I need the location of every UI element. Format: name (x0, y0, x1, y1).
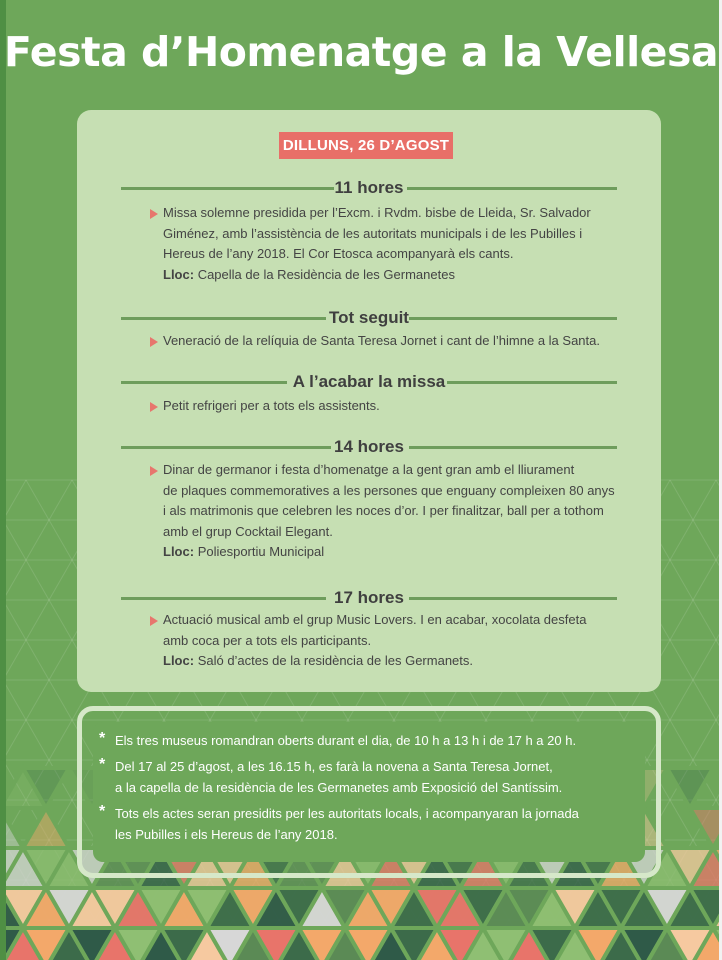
lloc-label: Lloc: (163, 266, 195, 282)
item-line: Giménez, amb l’assistència de les autoritats municipals i de les Pubilles i (163, 225, 583, 241)
notes-inner (93, 722, 645, 862)
note-line: Els tres museus romandran oberts durant el dia, de 10 h a 13 h i de 17 h a 20 h. (115, 733, 577, 748)
triangle-right-icon (150, 616, 158, 626)
item-line: amb coca per a tots els participants. (163, 632, 372, 648)
pattern-triangle (667, 768, 713, 808)
asterisk-icon: * (99, 730, 106, 747)
triangle-right-icon (150, 209, 158, 219)
notes-box (77, 706, 661, 878)
pattern-triangle (23, 808, 69, 848)
asterisk-icon: * (99, 756, 106, 773)
triangle-right-icon (150, 466, 158, 476)
date-badge: DILLUNS, 26 D’AGOST (279, 132, 453, 159)
item-lloc (163, 542, 633, 563)
section-heading-14h (121, 436, 617, 458)
item-line: i als matrimonis que celebren les noces d’or. I per finalitzar, ball per a tothom (163, 503, 604, 518)
item-line: Missa solemne presidida per l’Excm. i Rvdm. bisbe de Lleida, Sr. Salvador (163, 205, 591, 220)
lloc-label: Lloc: (163, 544, 195, 559)
lloc-value: Capella de la Residència de les Germanetes (197, 266, 455, 282)
triangle-right-icon (150, 337, 158, 347)
note-line: Tots els actes seran presidits per les autoritats locals, i acompanyaran la jornada (115, 806, 579, 821)
triangle-right-icon (150, 402, 158, 412)
section-heading-label: A l’acabar la missa (292, 372, 446, 391)
section-item-acabar-missa (163, 396, 633, 417)
section-heading-tot-seguit (121, 307, 617, 329)
note-item (99, 756, 563, 798)
item-lloc (163, 651, 633, 672)
item-line: amb el grup Cocktail Elegant. (163, 523, 333, 539)
pattern-triangle (690, 808, 722, 848)
left-edge-strip (0, 0, 6, 960)
item-line: Actuació musical amb el grup Music Lovers. I en acabar, xocolata desfeta (163, 612, 587, 627)
note-line: Del 17 al 25 d’agost, a les 16.15 h, es farà la novena a Santa Teresa Jornet, (115, 759, 553, 774)
page-title: Festa d’Homenatge a la Vellesa (3, 28, 719, 76)
schedule-panel (77, 110, 661, 692)
item-line: de plaques commemoratives a les persones que enguany compleixen 80 anys (163, 482, 615, 498)
note-item (99, 730, 577, 752)
section-heading-17h (121, 587, 617, 609)
item-lloc (163, 265, 633, 286)
section-item-17h (163, 610, 633, 672)
note-item (99, 803, 579, 845)
section-heading-label: 17 hores (334, 588, 404, 607)
section-item-tot-seguit (163, 331, 633, 352)
section-heading-acabar-missa (121, 371, 617, 393)
lloc-value: Poliesportiu Municipal (197, 544, 325, 559)
section-heading-label: 14 hores (334, 437, 404, 456)
asterisk-icon: * (99, 803, 106, 820)
note-line: a la capella de la residència de les Germanetes amb Exposició del Santíssim. (115, 779, 563, 795)
item-line: Hereus de l’any 2018. El Cor Etosca acompanyarà els cants. (163, 246, 514, 261)
section-item-11h (163, 203, 633, 285)
lloc-value: Saló d’actes de la residència de les Germanets. (197, 653, 474, 668)
section-item-14h (163, 460, 633, 563)
note-line: les Pubilles i els Hereus de l’any 2018. (115, 826, 338, 842)
section-heading-label: 11 hores (334, 178, 404, 197)
item-line: Veneració de la relíquia de Santa Teresa Jornet i cant de l’himne a la Santa. (163, 333, 600, 348)
section-heading-label: Tot seguit (329, 308, 409, 327)
item-line: Petit refrigeri per a tots els assistents. (163, 398, 380, 413)
item-line: Dinar de germanor i festa d’homenatge a la gent gran amb el lliurament (163, 462, 575, 477)
lloc-label: Lloc: (163, 653, 195, 668)
section-heading-11h (121, 177, 617, 199)
